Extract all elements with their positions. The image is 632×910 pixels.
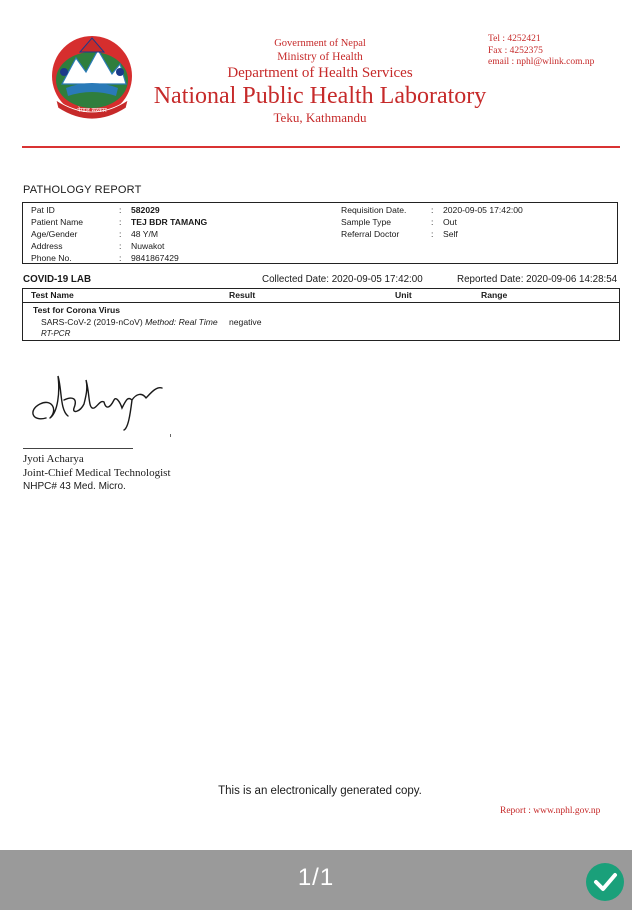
value-patient-name: TEJ BDR TAMANG [131, 217, 208, 227]
colon: : [431, 229, 434, 239]
header-block [140, 38, 500, 126]
value-pat-id: 582029 [131, 205, 160, 215]
test-group-title: Test for Corona Virus [33, 305, 121, 315]
nepal-emblem-icon [46, 32, 138, 122]
label-age-gender: Age/Gender [31, 229, 78, 239]
label-requisition-date: Requisition Date. [341, 205, 407, 215]
col-test-name: Test Name [31, 290, 74, 300]
signer-block [23, 452, 171, 494]
label-referral-doctor: Referral Doctor [341, 229, 400, 239]
signature-image [28, 366, 178, 432]
test-method-cont: RT-PCR [41, 329, 71, 338]
test-name: SARS-CoV-2 (2019-nCoV) [41, 317, 143, 327]
done-button[interactable] [586, 863, 624, 901]
page-indicator: 1/1 [297, 864, 335, 891]
results-table-header [23, 289, 619, 303]
signer-name: Jyoti Acharya [23, 453, 84, 465]
value-sample-type: Out [443, 217, 457, 227]
colon: : [431, 205, 434, 215]
label-sample-type: Sample Type [341, 217, 392, 227]
test-method: Method: Real Time [145, 317, 218, 327]
electronic-copy-note: This is an electronically generated copy. [218, 785, 422, 797]
checkmark-icon [586, 863, 624, 901]
tel: Tel : 4252421 [488, 34, 541, 44]
label-address: Address [31, 241, 63, 251]
colon: : [119, 205, 122, 215]
value-requisition-date: 2020-09-05 17:42:00 [443, 205, 523, 215]
signature-line [23, 448, 133, 449]
report-title: PATHOLOGY REPORT [23, 184, 142, 196]
table-row [41, 316, 218, 328]
mark [170, 434, 171, 437]
report-url: Report : www.nphl.gov.np [500, 806, 601, 816]
signer-title: Joint-Chief Medical Technologist [23, 467, 171, 479]
lab-name-label: COVID-19 LAB [23, 274, 92, 285]
label-patient-name: Patient Name [31, 217, 84, 227]
collected-date: Collected Date: 2020-09-05 17:42:00 [262, 274, 423, 285]
department-name: Department of Health Services [227, 65, 413, 81]
value-age-gender: 48 Y/M [131, 229, 159, 239]
contact-block [488, 34, 594, 69]
reported-date: Reported Date: 2020-09-06 14:28:54 [457, 274, 618, 285]
test-result: negative [229, 317, 262, 327]
colon: : [119, 241, 122, 251]
lab-name: National Public Health Laboratory [153, 83, 487, 109]
gov-name: Government of Nepal [274, 38, 366, 49]
label-pat-id: Pat ID [31, 205, 55, 215]
colon: : [119, 253, 122, 263]
svg-text:नेपाल सरकार: नेपाल सरकार [77, 107, 107, 114]
value-address: Nuwakot [131, 241, 165, 251]
viewer-toolbar [0, 850, 632, 910]
colon: : [431, 217, 434, 227]
col-result: Result [229, 290, 256, 300]
col-unit: Unit [395, 290, 412, 300]
fax: Fax : 4252375 [488, 45, 543, 56]
value-phone: 9841867429 [131, 253, 179, 263]
colon: : [119, 217, 122, 227]
label-phone: Phone No. [31, 253, 72, 263]
patient-details-box [22, 202, 618, 264]
lab-location: Teku, Kathmandu [273, 110, 367, 125]
header-divider [22, 146, 620, 148]
value-referral-doctor: Self [443, 229, 458, 239]
col-range: Range [481, 290, 508, 300]
signer-nhpc: NHPC# 43 Med. Micro. [23, 481, 126, 492]
email: email : nphl@wlink.com.np [488, 57, 595, 67]
results-table [22, 288, 620, 341]
ministry-name: Ministry of Health [277, 51, 363, 63]
colon: : [119, 229, 122, 239]
